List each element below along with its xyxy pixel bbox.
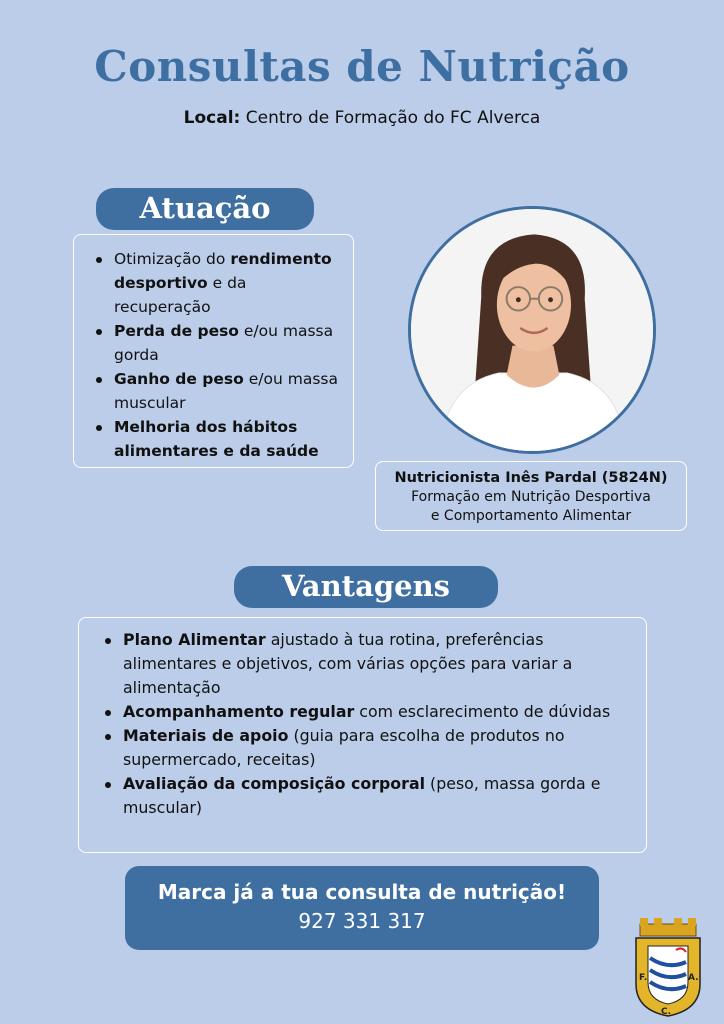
svg-text:F.: F.	[639, 973, 648, 983]
list-item: Ganho de peso e/ou massa muscular	[88, 367, 343, 415]
portrait-illustration	[411, 209, 653, 451]
list-item: Perda de peso e/ou massa gorda	[88, 319, 343, 367]
list-item: Avaliação da composição corporal (peso, massa gorda e muscular)	[97, 772, 632, 820]
page-title: Consultas de Nutrição	[94, 42, 630, 91]
vantagens-list	[97, 628, 632, 820]
atuacao-heading: Atuação	[96, 188, 314, 230]
nutritionist-training-1: Formação em Nutrição Desportiva	[411, 489, 651, 505]
location-line	[0, 108, 724, 128]
nutritionist-photo	[408, 206, 656, 454]
list-item: Materiais de apoio (guia para escolha de produtos no supermercado, receitas)	[97, 724, 632, 772]
list-item: Melhoria dos hábitos alimentares e da saúde	[88, 415, 343, 463]
booking-call-to-action: Marca já a tua consulta de nutrição!	[157, 880, 567, 904]
svg-text:C.: C.	[661, 1007, 672, 1017]
svg-text:A.: A.	[688, 973, 699, 983]
list-item: Acompanhamento regular com esclarecimento de dúvidas	[97, 700, 632, 724]
club-crest-icon	[630, 918, 706, 1018]
nutritionist-training-2: e Comportamento Alimentar	[430, 508, 632, 524]
location-label: Local:	[183, 108, 241, 128]
location-value: Centro de Formação do FC Alverca	[245, 108, 541, 128]
nutritionist-card	[375, 461, 687, 531]
booking-banner	[125, 866, 599, 950]
atuacao-list	[88, 247, 343, 463]
vantagens-heading: Vantagens	[234, 566, 498, 608]
vantagens-box	[78, 617, 647, 853]
nutritionist-name: Nutricionista Inês Pardal (5824N)	[394, 470, 668, 486]
list-item: Otimização do rendimento desportivo e da recuperação	[88, 247, 343, 319]
list-item: Plano Alimentar ajustado à tua rotina, preferências alimentares e objetivos, com várias opções para variar a alimentação	[97, 628, 632, 700]
atuacao-box	[73, 234, 354, 468]
phone-number[interactable]: 927 331 317	[298, 909, 426, 933]
